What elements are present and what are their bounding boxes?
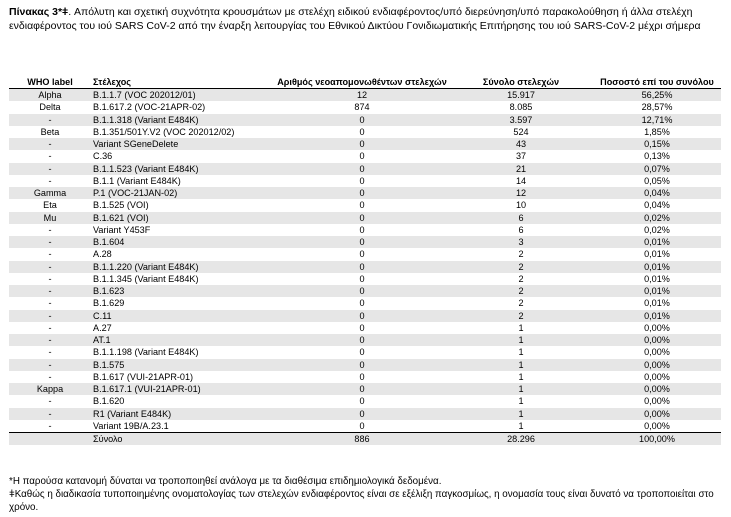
table-row [9, 273, 721, 285]
cell-new-isolated: 0 [275, 212, 449, 224]
cell-total-strains: 14 [515, 175, 527, 186]
cell-new-isolated: 0 [275, 261, 449, 273]
cell-who-label: - [9, 310, 91, 322]
cell-strain: Variant 19B/A.23.1 [93, 420, 169, 431]
table-row [9, 138, 721, 150]
table-row [9, 89, 721, 102]
cell-strain: B.1.1.318 (Variant E484K) [91, 114, 275, 126]
table-row [9, 408, 721, 420]
cell-percentage: 0,02% [644, 224, 670, 235]
cell-new-isolated: 0 [359, 347, 365, 358]
table-row [9, 175, 721, 187]
cell-percentage: 0,07% [593, 163, 721, 175]
cell-percentage: 12,71% [593, 114, 721, 126]
cell-new-isolated: 0 [359, 322, 365, 333]
cell-percentage: 0,01% [593, 285, 721, 297]
cell-total-new: 886 [275, 433, 449, 446]
cell-who-label: - [9, 359, 91, 371]
cell-percentage: 0,00% [593, 359, 721, 371]
cell-who-label: Beta [40, 126, 60, 137]
cell-percentage: 0,01% [593, 236, 721, 248]
table-row [9, 163, 721, 175]
cell-who-label: - [9, 163, 91, 175]
table-row [9, 359, 721, 371]
cell-new-isolated: 0 [359, 224, 365, 235]
cell-total-strains: 1 [518, 347, 524, 358]
cell-total-label: Σύνολο [91, 433, 275, 446]
cell-new-isolated: 0 [275, 383, 449, 395]
header-strain: Στέλεχος [91, 61, 275, 89]
cell-total-strains: 2 [449, 261, 593, 273]
table-header-row [9, 61, 721, 89]
cell-percentage: 0,01% [644, 249, 670, 260]
cell-new-isolated: 0 [359, 396, 365, 407]
cell-who-label: - [48, 298, 52, 309]
cell-new-isolated: 0 [359, 151, 365, 162]
cell-total-strains: 3 [449, 236, 593, 248]
cell-total-strains: 2 [518, 273, 524, 284]
cell-who-label: Kappa [9, 383, 91, 395]
cell-strain: B.1.1.345 (Variant E484K) [93, 273, 199, 284]
cell-who-label: - [9, 408, 91, 420]
cell-strain: B.1.617.1 (VUI-21APR-01) [91, 383, 275, 395]
cell-who-label: - [48, 420, 52, 431]
table-row [9, 114, 721, 126]
cell-strain: B.1.1.198 (Variant E484K) [93, 347, 199, 358]
cell-who-label: - [48, 322, 52, 333]
cell-who-label: - [48, 273, 52, 284]
cell-total-sum: 28.296 [449, 433, 593, 446]
cell-total-strains: 2 [518, 249, 524, 260]
cell-percentage: 0,00% [644, 420, 670, 431]
cell-total-strains: 2 [449, 285, 593, 297]
cell-percentage: 0,00% [644, 347, 670, 358]
cell-strain: Variant SGeneDelete [91, 138, 275, 150]
header-new-isolated: Αριθμός νεοαπομονωθέντων στελεχών [275, 61, 449, 89]
cell-strain: B.1.1 (Variant E484K) [93, 175, 181, 186]
table-row [9, 224, 721, 236]
cell-percentage: 0,00% [644, 396, 670, 407]
table-body [9, 89, 721, 446]
table-row [9, 371, 721, 383]
cell-total-strains: 1 [518, 396, 524, 407]
cell-percentage: 56,25% [593, 89, 721, 102]
cell-new-isolated: 0 [275, 334, 449, 346]
cell-who-label: - [48, 151, 52, 162]
cell-who-label: - [9, 261, 91, 273]
table-row [9, 310, 721, 322]
cell-new-isolated: 0 [275, 285, 449, 297]
cell-total-strains: 1 [518, 322, 524, 333]
table-row [9, 383, 721, 395]
cell-who-label: Eta [43, 200, 57, 211]
cell-new-isolated: 0 [275, 408, 449, 420]
cell-percentage: 0,15% [593, 138, 721, 150]
table-caption [9, 6, 721, 33]
cell-percentage: 0,01% [644, 273, 670, 284]
cell-total-strains: 2 [518, 298, 524, 309]
caption-label: Πίνακας 3*ǂ [9, 6, 69, 18]
cell-new-isolated: 0 [275, 359, 449, 371]
cell-total-strains: 43 [449, 138, 593, 150]
cell-new-isolated: 0 [359, 249, 365, 260]
cell-strain: Variant Y453F [93, 224, 151, 235]
cell-total-strains: 12 [449, 187, 593, 199]
cell-new-isolated: 0 [359, 273, 365, 284]
cell-who-label: - [9, 334, 91, 346]
table-row [9, 187, 721, 199]
cell-percentage: 0,01% [593, 261, 721, 273]
cell-who-label: - [9, 285, 91, 297]
cell-strain: B.1.620 [93, 396, 125, 407]
header-total-strains: Σύνολο στελεχών [449, 61, 593, 89]
cell-new-isolated: 874 [354, 102, 370, 113]
cell-who-label: - [48, 371, 52, 382]
cell-total-strains: 6 [449, 212, 593, 224]
table-row [9, 346, 721, 358]
cell-new-isolated: 0 [275, 138, 449, 150]
table-row [9, 199, 721, 211]
cell-total-strains: 1 [518, 371, 524, 382]
cell-new-isolated: 0 [275, 114, 449, 126]
cell-total-strains: 37 [515, 151, 527, 162]
table-row [9, 212, 721, 224]
table-row [9, 236, 721, 248]
cell-who-label: - [9, 236, 91, 248]
header-percentage: Ποσοστό επί του συνόλου [593, 61, 721, 89]
cell-percentage: 0,00% [593, 334, 721, 346]
cell-percentage: 0,02% [593, 212, 721, 224]
cell-percentage: 0,05% [644, 175, 670, 186]
cell-new-isolated: 0 [275, 310, 449, 322]
cell-who-label [9, 433, 91, 446]
cell-total-strains: 3.597 [449, 114, 593, 126]
cell-who-label: - [48, 249, 52, 260]
cell-strain: AT.1 [91, 334, 275, 346]
cell-strain: C.36 [93, 151, 113, 162]
cell-who-label: Delta [39, 102, 61, 113]
table-total-row [9, 433, 721, 446]
table-row [9, 420, 721, 433]
cell-percentage: 28,57% [641, 102, 673, 113]
table-row [9, 261, 721, 273]
caption-text: . Απόλυτη και σχετική συχνότητα κρουσμάτων με στελέχη ειδικού ενδιαφέροντος/υπό διερεύνηση/υπό παρακολούθηση ή άλλα στελέχη ενδιαφέροντος του ιού SARS CoV-2 από την έναρξη λειτουργίας του Εθνικού Δικτύου Γονιδιωματικής Επιτήρησης του ιού SARS-CoV-2 μέχρι σήμερα [9, 6, 701, 32]
cell-strain: B.1.617 (VUI-21APR-01) [93, 371, 194, 382]
cell-who-label: - [48, 224, 52, 235]
cell-percentage: 0,00% [593, 383, 721, 395]
cell-percentage: 0,04% [644, 200, 670, 211]
cell-who-label: - [48, 175, 52, 186]
cell-new-isolated: 0 [359, 371, 365, 382]
cell-total-strains: 1 [449, 334, 593, 346]
cell-percentage: 0,04% [593, 187, 721, 199]
footnote-1: *Η παρούσα κατανομή δύναται να τροποποιηθεί ανάλογα με τα διαθέσιμα επιδημιολογικά δεδομένα. [9, 476, 442, 487]
cell-total-strains: 6 [518, 224, 524, 235]
cell-strain: B.1.629 [93, 298, 125, 309]
table-row [9, 150, 721, 162]
cell-who-label: Mu [9, 212, 91, 224]
cell-strain: R1 (Variant E484K) [91, 408, 275, 420]
cell-strain: B.1.1.7 (VOC 202012/01) [91, 89, 275, 102]
cell-percentage: 0,01% [593, 310, 721, 322]
cell-strain: B.1.623 [91, 285, 275, 297]
cell-who-label: Gamma [9, 187, 91, 199]
cell-strain: P.1 (VOC-21JAN-02) [91, 187, 275, 199]
table-row [9, 322, 721, 334]
cell-total-strains: 1 [449, 359, 593, 371]
cell-percentage: 0,00% [593, 408, 721, 420]
cell-strain: B.1.525 (VOI) [93, 200, 149, 211]
cell-new-isolated: 0 [359, 126, 365, 137]
table-row [9, 334, 721, 346]
cell-strain: B.1.351/501Y.V2 (VOC 202012/02) [93, 126, 235, 137]
cell-new-isolated: 0 [359, 420, 365, 431]
table-row [9, 248, 721, 260]
footnote-2: ǂΚαθώς η διαδικασία τυποποιημένης ονοματολογίας των στελεχών ενδιαφέροντος είναι σε εξέλιξη παγκοσμίως, η ονομασία τους είναι δυνατό να τροποποιείται στο χρόνο. [9, 489, 714, 513]
cell-new-isolated: 0 [359, 200, 365, 211]
table-row [9, 101, 721, 113]
cell-strain: C.11 [91, 310, 275, 322]
cell-strain: A.27 [93, 322, 112, 333]
cell-strain: B.1.1.523 (Variant E484K) [91, 163, 275, 175]
cell-percentage: 0,00% [644, 322, 670, 333]
cell-total-strains: 10 [515, 200, 527, 211]
cell-total-strains: 8.085 [509, 102, 533, 113]
cell-percentage: 0,00% [644, 371, 670, 382]
cell-strain: B.1.1.220 (Variant E484K) [91, 261, 275, 273]
cell-total-strains: 1 [449, 408, 593, 420]
cell-new-isolated: 0 [359, 298, 365, 309]
cell-total-strains: 1 [518, 420, 524, 431]
table-row [9, 297, 721, 309]
cell-total-strains: 2 [449, 310, 593, 322]
table-row [9, 285, 721, 297]
cell-who-label: - [48, 347, 52, 358]
cell-new-isolated: 0 [359, 175, 365, 186]
cell-new-isolated: 0 [275, 163, 449, 175]
cell-new-isolated: 12 [275, 89, 449, 102]
cell-who-label: Alpha [9, 89, 91, 102]
cell-who-label: - [48, 396, 52, 407]
cell-new-isolated: 0 [275, 236, 449, 248]
cell-strain: B.1.575 [91, 359, 275, 371]
cell-strain: B.1.617.2 (VOC-21APR-02) [93, 102, 206, 113]
cell-who-label: - [9, 138, 91, 150]
cell-who-label: - [9, 114, 91, 126]
cell-total-strains: 15.917 [449, 89, 593, 102]
header-who-label: WHO label [9, 61, 91, 89]
cell-total-strains: 524 [513, 126, 529, 137]
cell-new-isolated: 0 [275, 187, 449, 199]
cell-percentage: 0,01% [644, 298, 670, 309]
cell-percentage: 0,13% [644, 151, 670, 162]
table-row [9, 395, 721, 407]
cell-strain: B.1.604 [91, 236, 275, 248]
cell-strain: A.28 [93, 249, 112, 260]
footnotes [9, 475, 721, 514]
cell-total-strains: 1 [449, 383, 593, 395]
cell-percentage: 1,85% [644, 126, 670, 137]
cell-strain: B.1.621 (VOI) [91, 212, 275, 224]
table-row [9, 126, 721, 138]
cell-total-strains: 21 [449, 163, 593, 175]
variants-table [9, 61, 721, 445]
cell-total-pct: 100,00% [593, 433, 721, 446]
